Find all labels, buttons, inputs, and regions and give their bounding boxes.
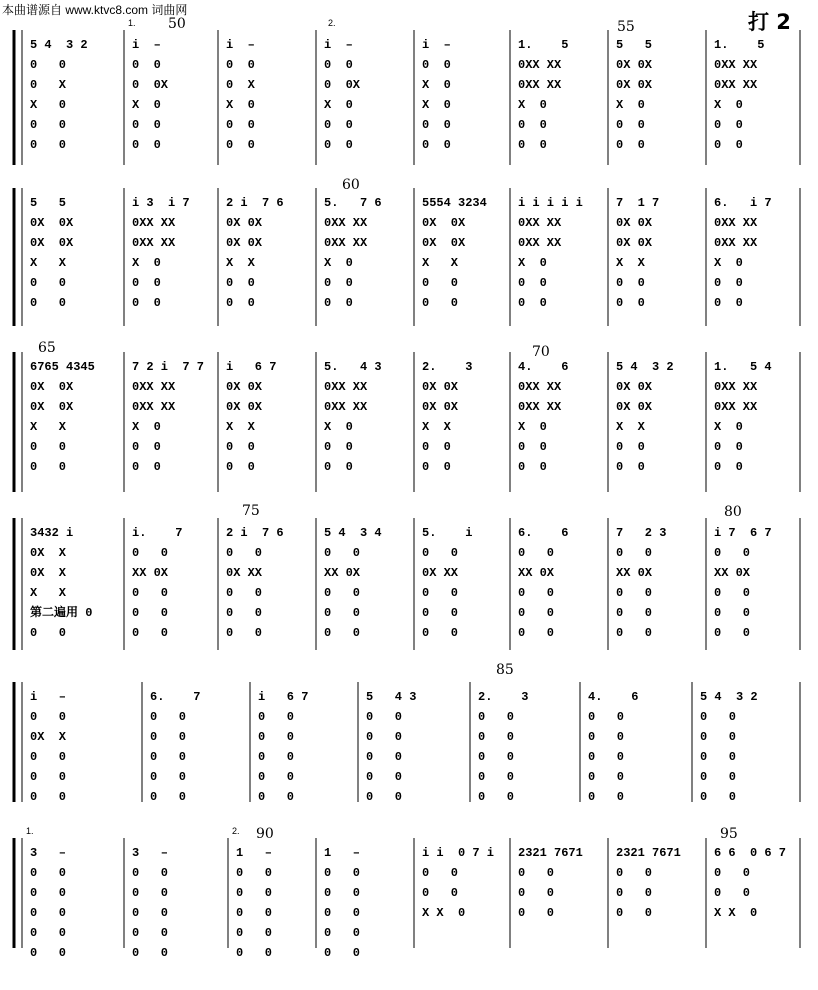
percussion-measure: 0 0 (588, 750, 625, 764)
percussion-measure: 0X 0X (422, 216, 466, 230)
percussion-measure: 0 0 (478, 750, 515, 764)
percussion-measure: 0 0 (30, 440, 67, 454)
percussion-measure: 0 0 (226, 138, 255, 152)
percussion-measure: 0 0 (616, 276, 645, 290)
percussion-measure: 0 0 (324, 460, 353, 474)
melody-measure: i 7 6 7 (714, 526, 772, 540)
percussion-measure: 0 0 (714, 118, 743, 132)
percussion-measure: 0 0 (518, 586, 555, 600)
percussion-measure: 0 0 (324, 906, 361, 920)
percussion-measure: 0XX XX (518, 58, 562, 72)
percussion-measure: 0 0 (132, 866, 169, 880)
percussion-measure: 0 0 (30, 58, 67, 72)
melody-measure: 5 4 3 2 (700, 690, 758, 704)
percussion-measure: 0 0 (132, 118, 161, 132)
percussion-measure: 0 0 (422, 138, 451, 152)
percussion-measure: 0 0 (324, 546, 361, 560)
percussion-measure: 0 0 (714, 138, 743, 152)
percussion-measure: 0 0 (478, 770, 515, 784)
melody-measure: 5 4 3 2 (616, 360, 674, 374)
percussion-measure: 0 0 (30, 926, 67, 940)
percussion-measure: 0 0 (616, 296, 645, 310)
percussion-measure: 0 0 (714, 606, 751, 620)
percussion-measure: 0 0 (422, 276, 459, 290)
percussion-measure: XX 0X (132, 566, 169, 580)
percussion-measure: 0 0 (616, 906, 653, 920)
percussion-measure: 0XX XX (518, 216, 562, 230)
percussion-measure: 0XX XX (714, 78, 758, 92)
percussion-measure: X X 0 (422, 906, 466, 920)
percussion-measure: X 0 (422, 78, 451, 92)
percussion-measure: 0 0 (714, 886, 751, 900)
percussion-measure: 0XX XX (714, 380, 758, 394)
melody-measure: 1. 5 (518, 38, 569, 52)
percussion-measure: 0 0 (588, 730, 625, 744)
percussion-measure: 0 0 (30, 460, 67, 474)
melody-measure: i 6 7 (258, 690, 309, 704)
percussion-measure: 0X 0X (616, 380, 653, 394)
percussion-measure: 0XX XX (518, 78, 562, 92)
percussion-measure: 0XX XX (714, 400, 758, 414)
percussion-measure: 0X 0X (616, 236, 653, 250)
percussion-measure: 第二遍用 0 (30, 606, 93, 620)
percussion-measure: 0X 0X (30, 236, 74, 250)
melody-measure: i – (324, 38, 353, 52)
percussion-measure: 0 0 (324, 946, 361, 960)
percussion-measure: 0X 0X (226, 236, 263, 250)
percussion-measure: 0 X (30, 78, 67, 92)
percussion-measure: 0 0 (422, 606, 459, 620)
percussion-measure: 0 0 (714, 546, 751, 560)
percussion-measure: 0 0 (30, 138, 67, 152)
percussion-measure: 0 0 (226, 276, 255, 290)
percussion-measure: 0X 0X (616, 58, 653, 72)
melody-measure: 1. 5 4 (714, 360, 772, 374)
percussion-measure: 0 0 (236, 866, 273, 880)
melody-measure: i – (422, 38, 451, 52)
percussion-measure: 0X 0X (616, 216, 653, 230)
percussion-measure: 0 0 (30, 710, 67, 724)
measure-number: 55 (617, 19, 635, 35)
percussion-measure: 0 0 (518, 118, 547, 132)
percussion-measure: X 0 (30, 98, 67, 112)
percussion-measure: 0 0 (422, 886, 459, 900)
percussion-measure: 0XX XX (132, 400, 176, 414)
percussion-measure: 0 0 (132, 926, 169, 940)
percussion-measure: X 0 (422, 98, 451, 112)
measure-number: 80 (724, 504, 742, 520)
melody-measure: 3432 i (30, 526, 74, 540)
measure-number: 60 (342, 177, 360, 193)
percussion-measure: 0 0 (226, 606, 263, 620)
percussion-measure: 0 0 (616, 586, 653, 600)
percussion-measure: 0 0 (324, 118, 353, 132)
percussion-measure: 0 0 (132, 58, 161, 72)
percussion-measure: 0 0 (700, 710, 737, 724)
percussion-measure: 0 0 (616, 460, 645, 474)
percussion-measure: 0 0 (132, 460, 161, 474)
percussion-measure: 0 0 (616, 440, 645, 454)
melody-measure: 5. 7 6 (324, 196, 382, 210)
melody-measure: 5 4 3 4 (324, 526, 382, 540)
melody-measure: 1 – (236, 846, 273, 860)
percussion-measure: 0 0 (324, 866, 361, 880)
percussion-measure: 0XX XX (324, 236, 368, 250)
melody-measure: 6 6 0 6 7 (714, 846, 787, 860)
percussion-measure: 0 0 (226, 546, 263, 560)
percussion-measure: 0 0 (714, 626, 751, 640)
percussion-measure: 0 0 (258, 790, 295, 804)
percussion-measure: X 0 (324, 98, 353, 112)
percussion-measure: 0 0 (324, 138, 353, 152)
percussion-measure: 0X 0X (30, 400, 74, 414)
percussion-measure: 0 0 (422, 626, 459, 640)
percussion-measure: 0 0 (714, 276, 743, 290)
percussion-measure: 0 0 (132, 606, 169, 620)
percussion-measure: 0 0 (366, 750, 403, 764)
percussion-measure: 0 0 (616, 626, 653, 640)
percussion-measure: 0 0 (366, 770, 403, 784)
percussion-measure: 0 0 (30, 118, 67, 132)
percussion-measure: X X (616, 420, 645, 434)
percussion-measure: 0 0 (132, 296, 161, 310)
percussion-measure: 0 0 (324, 886, 361, 900)
percussion-measure: 0X 0X (226, 380, 263, 394)
percussion-measure: 0 0 (30, 276, 67, 290)
percussion-measure: 0XX XX (714, 236, 758, 250)
percussion-measure: 0 0 (226, 118, 255, 132)
percussion-measure: X X (30, 256, 67, 270)
volta-label: 2. (328, 18, 336, 28)
percussion-measure: 0 0 (366, 730, 403, 744)
percussion-measure: 0 0 (616, 118, 645, 132)
melody-measure: i. 7 (132, 526, 183, 540)
percussion-measure: 0 0 (132, 906, 169, 920)
percussion-measure: 0 0 (714, 296, 743, 310)
percussion-measure: 0 0 (616, 606, 653, 620)
percussion-measure: X 0 (132, 98, 161, 112)
percussion-measure: X X (30, 586, 67, 600)
volta-label: 1. (26, 826, 34, 836)
percussion-measure: 0 0 (324, 276, 353, 290)
percussion-measure: 0X X (30, 546, 67, 560)
percussion-measure: 0 0X (132, 78, 169, 92)
page-title: 打 2 (748, 10, 791, 34)
melody-measure: 5 4 3 2 (30, 38, 88, 52)
melody-measure: 6. i 7 (714, 196, 772, 210)
percussion-measure: 0 0 (236, 946, 273, 960)
percussion-measure: 0XX XX (714, 58, 758, 72)
percussion-measure: 0X 0X (422, 380, 459, 394)
volta-label: 1. (128, 18, 136, 28)
percussion-measure: 0 0 (236, 926, 273, 940)
percussion-measure: X 0 (324, 256, 353, 270)
measure-number: 95 (720, 826, 738, 842)
percussion-measure: X 0 (226, 98, 255, 112)
percussion-measure: 0X XX (422, 566, 459, 580)
percussion-measure: 0XX XX (132, 236, 176, 250)
melody-measure: 5 5 (30, 196, 67, 210)
percussion-measure: 0 0 (30, 790, 67, 804)
percussion-measure: 0 0 (258, 750, 295, 764)
percussion-measure: 0 0 (150, 790, 187, 804)
measure-number: 85 (496, 662, 514, 678)
percussion-measure: 0 0 (422, 866, 459, 880)
percussion-measure: 0 0 (700, 790, 737, 804)
percussion-measure: X X (30, 420, 67, 434)
percussion-measure: 0X 0X (616, 78, 653, 92)
measure-number: 75 (242, 503, 260, 519)
measure-number: 70 (532, 344, 550, 360)
percussion-measure: 0 0 (226, 586, 263, 600)
percussion-measure: 0 0 (518, 546, 555, 560)
percussion-measure: 0 0 (258, 730, 295, 744)
percussion-measure: X X (616, 256, 645, 270)
melody-measure: 2321 7671 (616, 846, 681, 860)
percussion-measure: 0XX XX (324, 216, 368, 230)
melody-measure: i – (30, 690, 67, 704)
percussion-measure: 0 0 (588, 710, 625, 724)
melody-measure: i 6 7 (226, 360, 277, 374)
percussion-measure: 0 0 (714, 866, 751, 880)
percussion-measure: 0 0 (324, 586, 361, 600)
melody-measure: 5554 3234 (422, 196, 487, 210)
percussion-measure: 0 0 (30, 886, 67, 900)
percussion-measure: 0 0 (30, 626, 67, 640)
percussion-measure: 0 0 (588, 790, 625, 804)
melody-measure: 3 – (30, 846, 67, 860)
percussion-measure: 0 0 (30, 296, 67, 310)
melody-measure: i – (226, 38, 255, 52)
percussion-measure: 0 0 (588, 770, 625, 784)
percussion-measure: X 0 (616, 98, 645, 112)
percussion-measure: 0 0 (236, 906, 273, 920)
melody-measure: 7 2 3 (616, 526, 667, 540)
percussion-measure: 0XX XX (518, 380, 562, 394)
percussion-measure: 0 0 (324, 626, 361, 640)
percussion-measure: 0 0 (518, 866, 555, 880)
percussion-measure: 0X X (30, 730, 67, 744)
percussion-measure: 0 0 (366, 710, 403, 724)
percussion-measure: X 0 (132, 420, 161, 434)
percussion-measure: X 0 (132, 256, 161, 270)
percussion-measure: 0 0 (30, 750, 67, 764)
percussion-measure: 0 0 (30, 946, 67, 960)
melody-measure: 5 4 3 (366, 690, 417, 704)
percussion-measure: 0 0 (700, 750, 737, 764)
percussion-measure: 0 0 (518, 886, 555, 900)
percussion-measure: 0 0 (700, 730, 737, 744)
percussion-measure: X 0 (518, 420, 547, 434)
measure-number: 65 (38, 340, 56, 356)
percussion-measure: 0 0 (616, 866, 653, 880)
percussion-measure: 0 0 (226, 58, 255, 72)
percussion-measure: 0 0 (616, 138, 645, 152)
percussion-measure: X 0 (714, 256, 743, 270)
percussion-measure: 0 0 (226, 440, 255, 454)
melody-measure: 6. 7 (150, 690, 201, 704)
melody-measure: 5 5 (616, 38, 653, 52)
percussion-measure: 0 0 (324, 606, 361, 620)
percussion-measure: 0 0 (236, 886, 273, 900)
melody-measure: 6765 4345 (30, 360, 95, 374)
melody-measure: i i i i i (518, 196, 583, 210)
percussion-measure: 0XX XX (132, 380, 176, 394)
percussion-measure: X 0 (518, 98, 547, 112)
percussion-measure: 0 0 (324, 58, 353, 72)
percussion-measure: 0 0 (226, 460, 255, 474)
melody-measure: 2 i 7 6 (226, 196, 284, 210)
melody-measure: 1. 5 (714, 38, 765, 52)
percussion-measure: 0 0 (700, 770, 737, 784)
percussion-measure: 0 0 (132, 626, 169, 640)
percussion-measure: 0XX XX (324, 380, 368, 394)
melody-measure: 3 – (132, 846, 169, 860)
percussion-measure: 0 0 (30, 866, 67, 880)
percussion-measure: 0 0 (518, 296, 547, 310)
percussion-measure: 0 0 (518, 626, 555, 640)
percussion-measure: 0 0 (422, 58, 451, 72)
percussion-measure: 0 X (226, 78, 255, 92)
percussion-measure: 0 0 (30, 770, 67, 784)
percussion-measure: 0 0 (478, 790, 515, 804)
measure-number: 50 (168, 16, 186, 32)
percussion-measure: XX 0X (324, 566, 361, 580)
percussion-measure: 0 0 (226, 626, 263, 640)
percussion-measure: 0 0 (422, 460, 451, 474)
percussion-measure: 0 0 (324, 296, 353, 310)
percussion-measure: 0X 0X (30, 380, 74, 394)
percussion-measure: 0 0 (366, 790, 403, 804)
percussion-measure: 0 0 (714, 460, 743, 474)
percussion-measure: 0 0 (422, 546, 459, 560)
percussion-measure: 0XX XX (518, 400, 562, 414)
percussion-measure: 0 0 (150, 730, 187, 744)
percussion-measure: 0 0 (714, 440, 743, 454)
percussion-measure: X X (226, 256, 255, 270)
melody-measure: 4. 6 (588, 690, 639, 704)
percussion-measure: 0 0 (422, 586, 459, 600)
melody-measure: 5. i (422, 526, 473, 540)
percussion-measure: 0 0X (324, 78, 361, 92)
percussion-measure: 0 0 (258, 710, 295, 724)
melody-measure: 2 i 7 6 (226, 526, 284, 540)
percussion-measure: X X 0 (714, 906, 758, 920)
percussion-measure: 0X 0X (422, 236, 466, 250)
percussion-measure: XX 0X (518, 566, 555, 580)
measure-number: 90 (256, 826, 274, 842)
percussion-measure: 0 0 (478, 710, 515, 724)
percussion-measure: 0 0 (324, 440, 353, 454)
percussion-measure: 0 0 (714, 586, 751, 600)
percussion-measure: 0 0 (518, 138, 547, 152)
percussion-measure: X X (422, 256, 459, 270)
percussion-measure: X X (422, 420, 451, 434)
percussion-measure: 0 0 (30, 906, 67, 920)
percussion-measure: 0 0 (132, 886, 169, 900)
percussion-measure: X 0 (714, 98, 743, 112)
percussion-measure: 0 0 (132, 440, 161, 454)
source-header: 本曲谱源自 www.ktvc8.com 词曲网 (2, 3, 188, 17)
percussion-measure: 0 0 (518, 440, 547, 454)
percussion-measure: 0XX XX (324, 400, 368, 414)
percussion-measure: 0 0 (132, 276, 161, 290)
percussion-measure: X 0 (518, 256, 547, 270)
percussion-measure: 0 0 (226, 296, 255, 310)
percussion-measure: 0XX XX (714, 216, 758, 230)
percussion-measure: 0 0 (422, 296, 459, 310)
melody-measure: 2321 7671 (518, 846, 583, 860)
percussion-measure: 0X XX (226, 566, 263, 580)
percussion-measure: 0 0 (132, 946, 169, 960)
percussion-measure: X X (226, 420, 255, 434)
percussion-measure: 0 0 (132, 138, 161, 152)
percussion-measure: 0 0 (258, 770, 295, 784)
percussion-measure: 0XX XX (518, 236, 562, 250)
percussion-measure: 0XX XX (132, 216, 176, 230)
melody-measure: 2. 3 (478, 690, 529, 704)
percussion-measure: 0 0 (478, 730, 515, 744)
percussion-measure: 0 0 (132, 586, 169, 600)
percussion-measure: 0 0 (150, 710, 187, 724)
percussion-measure: 0X 0X (30, 216, 74, 230)
percussion-measure: 0 0 (150, 750, 187, 764)
percussion-measure: 0 0 (132, 546, 169, 560)
percussion-measure: 0 0 (518, 276, 547, 290)
percussion-measure: X 0 (324, 420, 353, 434)
percussion-measure: XX 0X (714, 566, 751, 580)
percussion-measure: X 0 (714, 420, 743, 434)
volta-label: 2. (232, 826, 240, 836)
percussion-measure: XX 0X (616, 566, 653, 580)
melody-measure: 6. 6 (518, 526, 569, 540)
percussion-measure: 0X 0X (616, 400, 653, 414)
percussion-measure: 0 0 (422, 118, 451, 132)
percussion-measure: 0X 0X (226, 400, 263, 414)
melody-measure: i i 0 7 i (422, 846, 495, 860)
melody-measure: 4. 6 (518, 360, 569, 374)
melody-measure: 5. 4 3 (324, 360, 382, 374)
percussion-measure: 0 0 (518, 906, 555, 920)
percussion-measure: 0X 0X (226, 216, 263, 230)
percussion-measure: 0X 0X (422, 400, 459, 414)
percussion-measure: 0 0 (150, 770, 187, 784)
melody-measure: i 3 i 7 (132, 196, 190, 210)
melody-measure: 7 2 i 7 7 (132, 360, 205, 374)
percussion-measure: 0 0 (422, 440, 451, 454)
percussion-measure: 0 0 (518, 460, 547, 474)
melody-measure: 2. 3 (422, 360, 473, 374)
percussion-measure: 0X X (30, 566, 67, 580)
percussion-measure: 0 0 (518, 606, 555, 620)
melody-measure: 7 1 7 (616, 196, 660, 210)
percussion-measure: 0 0 (616, 886, 653, 900)
percussion-measure: 0 0 (324, 926, 361, 940)
melody-measure: 1 – (324, 846, 361, 860)
melody-measure: i – (132, 38, 161, 52)
percussion-measure: 0 0 (616, 546, 653, 560)
